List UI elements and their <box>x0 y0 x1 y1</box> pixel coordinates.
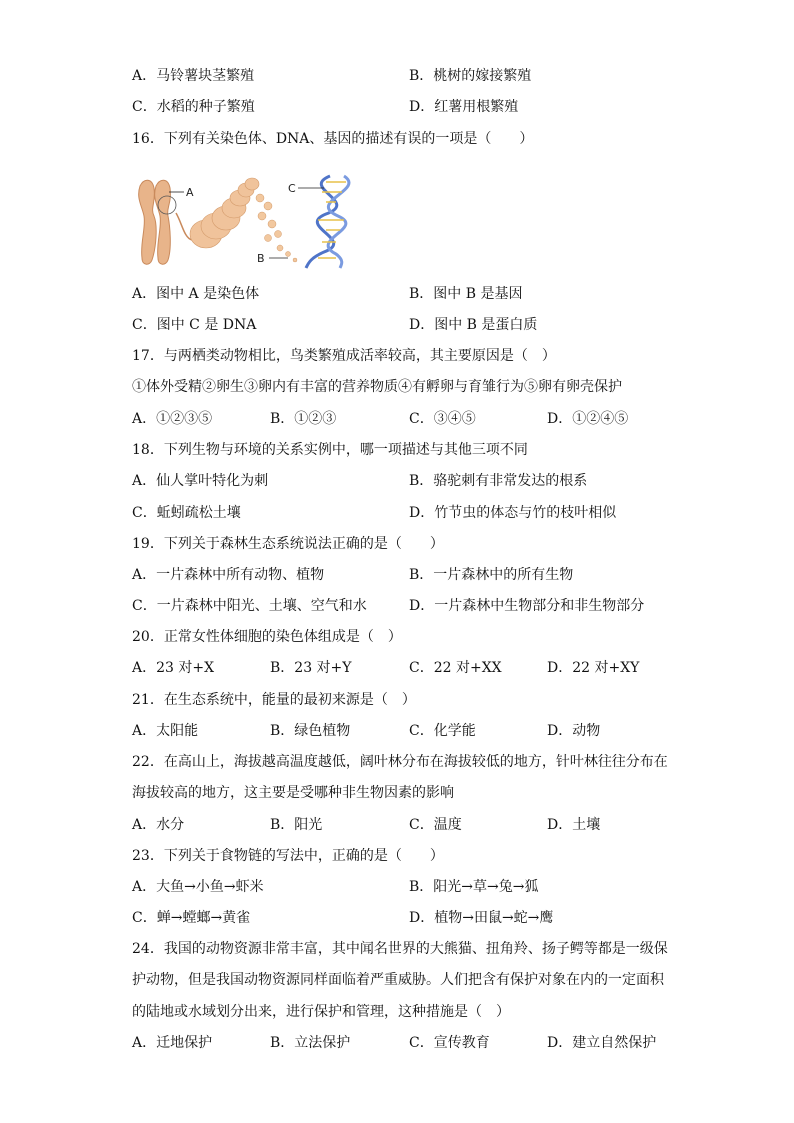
q23-option-d: D．植物→田鼠→蛇→鹰 <box>409 910 554 926</box>
q22-option-c: C．温度 <box>409 817 462 833</box>
q20-option-a: A．23 对+X <box>132 660 215 676</box>
label-b: B <box>257 252 265 265</box>
q24-option-b: B．立法保护 <box>270 1035 351 1051</box>
chromosome-dna-diagram <box>130 168 355 270</box>
q19-option-c: C．一片森林中阳光、土壤、空气和水 <box>132 598 367 614</box>
q20-stem: 20．正常女性体细胞的染色体组成是（ ） <box>132 629 402 645</box>
q17-sub: ①体外受精②卵生③卵内有丰富的营养物质④有孵卵与育雏行为⑤卵有卵壳保护 <box>132 379 622 395</box>
q17-stem: 17．与两栖类动物相比，鸟类繁殖成活率较高，其主要原因是（ ） <box>132 348 556 364</box>
q24-stem-line3: 的陆地或水域划分出来，进行保护和管理，这种措施是（ ） <box>132 1004 510 1020</box>
q19-stem: 19．下列关于森林生态系统说法正确的是（ ） <box>132 536 444 552</box>
q22-option-d: D．土壤 <box>547 817 601 833</box>
q22-stem-line2: 海拔较高的地方，这主要是受哪种非生物因素的影响 <box>132 785 454 801</box>
q24-option-d: D．建立自然保护 <box>547 1035 657 1051</box>
q18-option-a: A．仙人掌叶特化为刺 <box>132 473 269 489</box>
q24-option-a: A．迁地保护 <box>132 1035 213 1051</box>
q16-option-c: C．图中 C 是 DNA <box>132 317 257 333</box>
chromosome-dna-figure <box>130 168 355 270</box>
q20-option-b: B．23 对+Y <box>270 660 352 676</box>
q17-option-c: C．③④⑤ <box>409 411 476 427</box>
q15-option-d: D．红薯用根繁殖 <box>409 99 519 115</box>
q23-option-c: C．蝉→螳螂→黄雀 <box>132 910 251 926</box>
q16-option-a: A．图中 A 是染色体 <box>132 286 260 302</box>
label-c: C <box>288 182 296 195</box>
q15-option-c: C．水稻的种子繁殖 <box>132 99 255 115</box>
q19-option-d: D．一片森林中生物部分和非生物部分 <box>409 598 645 614</box>
q22-option-b: B．阳光 <box>270 817 323 833</box>
q21-option-a: A．太阳能 <box>132 723 199 739</box>
q23-option-b: B．阳光→草→兔→狐 <box>409 879 539 895</box>
q20-option-d: D．22 对+XY <box>547 660 640 676</box>
q21-option-c: C．化学能 <box>409 723 476 739</box>
q24-stem-line1: 24．我国的动物资源非常丰富，其中闻名世界的大熊猫、扭角羚、扬子鳄等都是一级保 <box>132 941 668 957</box>
q15-option-b: B．桃树的嫁接繁殖 <box>409 68 532 84</box>
q18-option-b: B．骆驼刺有非常发达的根系 <box>409 473 588 489</box>
q21-stem: 21．在生态系统中，能量的最初来源是（ ） <box>132 692 416 708</box>
q22-stem-line1: 22．在高山上，海拔越高温度越低，阔叶林分布在海拔较低的地方，针叶林往往分布在 <box>132 754 668 770</box>
chromosome-shape <box>139 180 176 264</box>
q19-option-b: B．一片森林中的所有生物 <box>409 567 574 583</box>
q15-option-a: A．马铃薯块茎繁殖 <box>132 68 255 84</box>
q19-option-a: A．一片森林中所有动物、植物 <box>132 567 325 583</box>
q16-option-b: B．图中 B 是基因 <box>409 286 523 302</box>
q18-option-c: C．蚯蚓疏松土壤 <box>132 505 241 521</box>
q18-option-d: D．竹节虫的体态与竹的枝叶相似 <box>409 505 617 521</box>
q20-option-c: C．22 对+XX <box>409 660 502 676</box>
q21-option-b: B．绿色植物 <box>270 723 351 739</box>
q21-option-d: D．动物 <box>547 723 601 739</box>
q24-stem-line2: 护动物，但是我国动物资源同样面临着严重威胁。人们把含有保护对象在内的一定面积 <box>132 972 664 988</box>
q16-stem: 16．下列有关染色体、DNA、基因的描述有误的一项是（ ） <box>132 131 534 147</box>
label-a: A <box>186 186 194 199</box>
q17-option-b: B．①②③ <box>270 411 337 427</box>
q16-option-d: D．图中 B 是蛋白质 <box>409 317 538 333</box>
q18-stem: 18．下列生物与环境的关系实例中，哪一项描述与其他三项不同 <box>132 442 528 458</box>
q17-option-a: A．①②③⑤ <box>132 411 213 427</box>
q17-option-d: D．①②④⑤ <box>547 411 629 427</box>
dna-helix <box>306 176 349 268</box>
q22-option-a: A．水分 <box>132 817 185 833</box>
q23-option-a: A．大鱼→小鱼→虾米 <box>132 879 264 895</box>
q23-stem: 23．下列关于食物链的写法中，正确的是（ ） <box>132 848 444 864</box>
q24-option-c: C．宣传教育 <box>409 1035 490 1051</box>
